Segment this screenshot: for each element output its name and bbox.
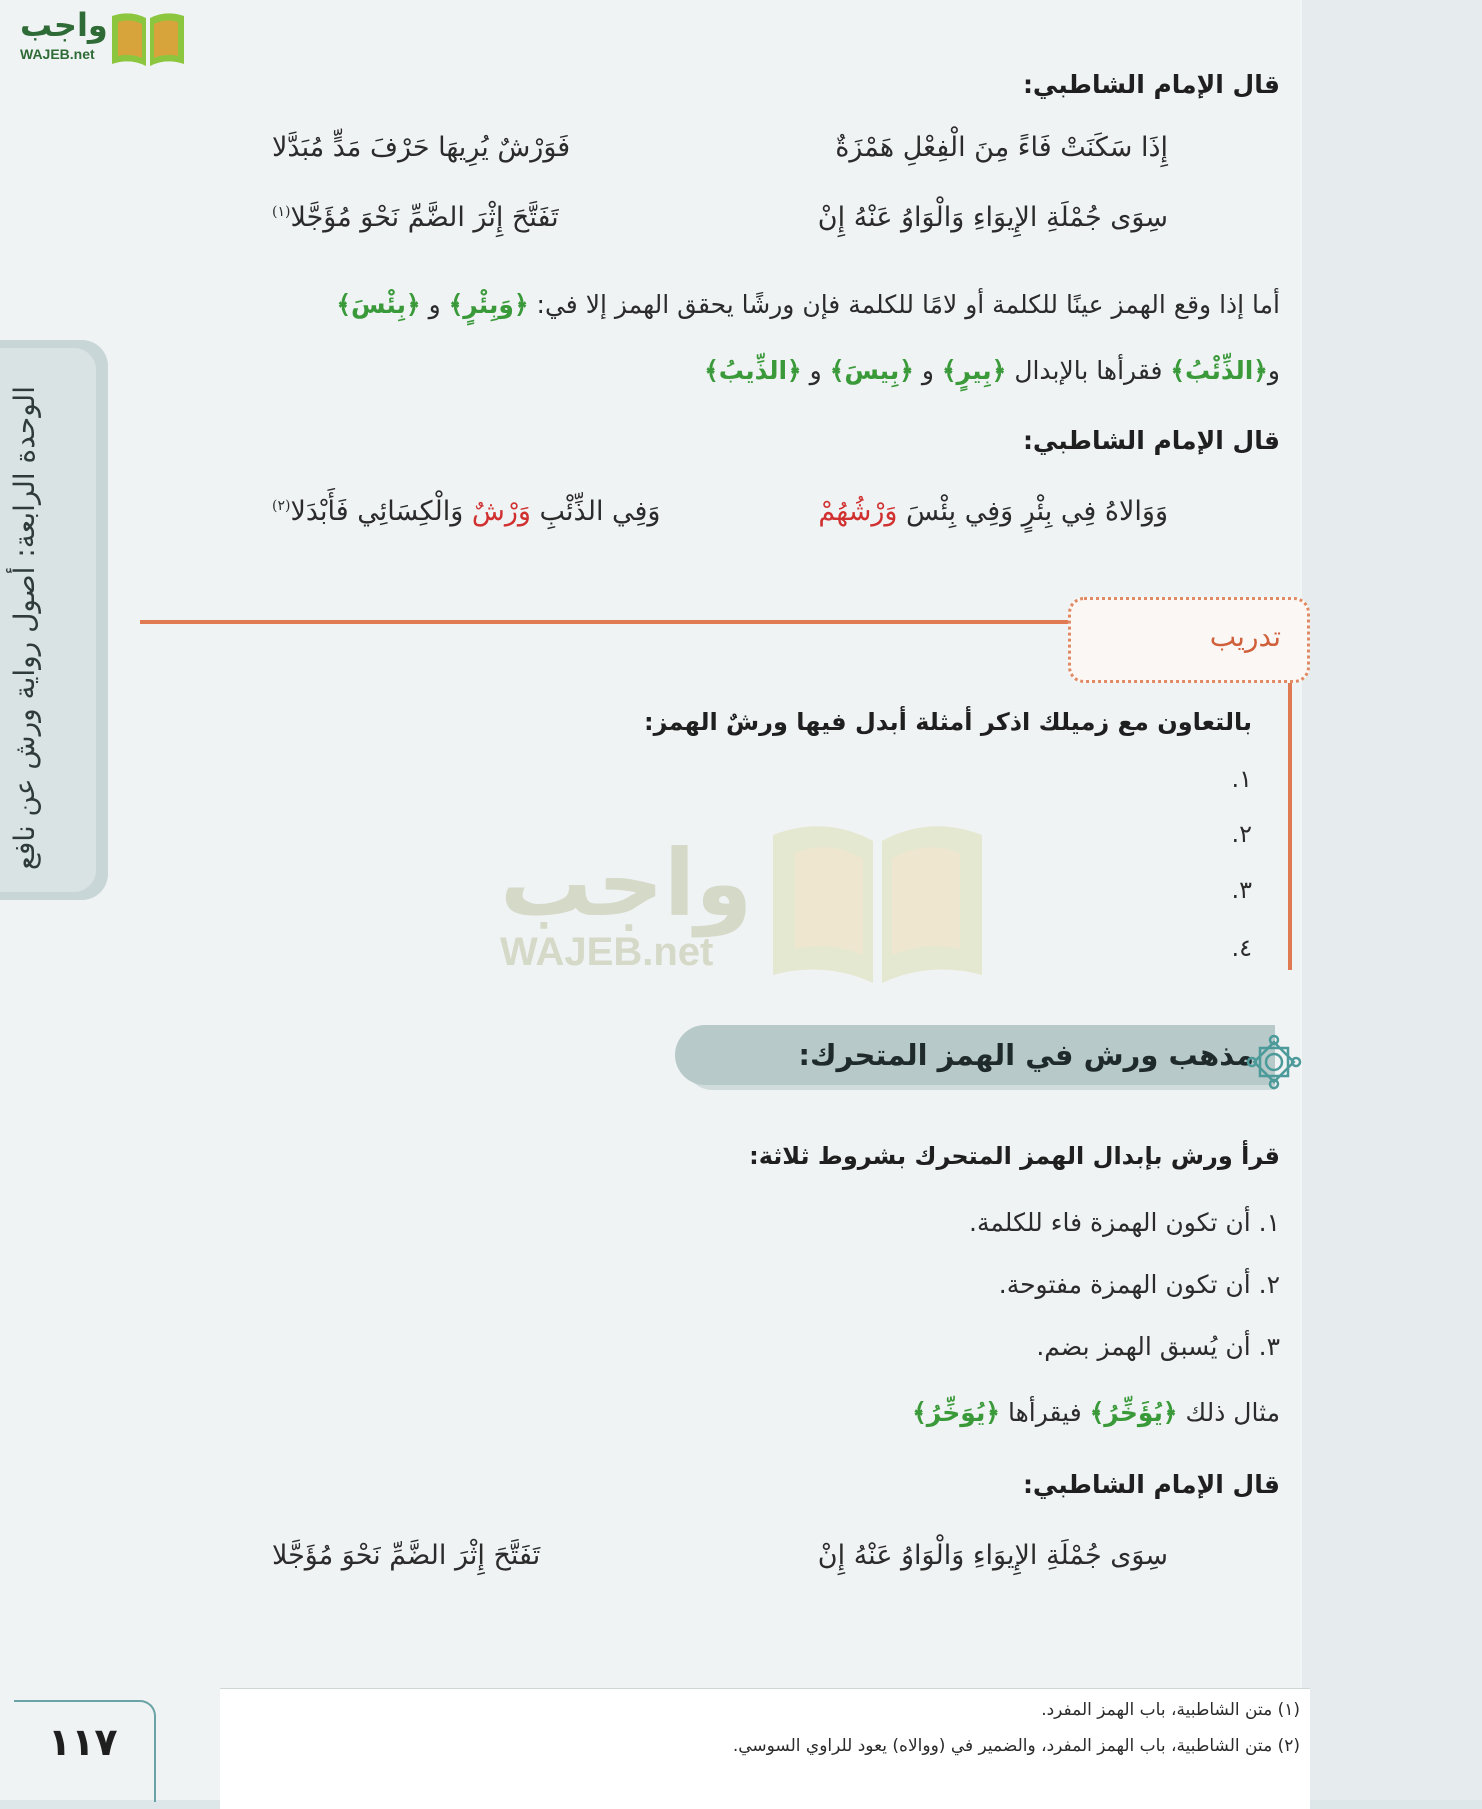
verse-1-right: إِذَا سَكَنَتْ فَاءً مِنَ الْفِعْلِ هَمْزَةٌ xyxy=(835,132,1168,163)
unit-title: الوحدة الرابعة: أصول رواية ورش عن نافع xyxy=(8,386,41,870)
verse-3-left-b: وَالْكِسَائِي فَأَبْدَلا xyxy=(290,496,464,527)
verse-3-right xyxy=(818,496,1168,527)
verse-2-right: سِوَى جُمْلَةِ الإِيوَاءِ وَالْوَاوُ عَنْهُ إِنْ xyxy=(817,202,1168,233)
training-prompt: بالتعاون مع زميلك اذكر أمثلة أبدل فيها ورشٌ الهمز: xyxy=(643,708,1252,736)
quran-word-dhib2: ﴿الذِّيبُ﴾ xyxy=(704,356,802,385)
footnote-1: (١) متن الشاطبية، باب الهمز المفرد. xyxy=(1041,1700,1300,1720)
training-item-4: ٤. xyxy=(1231,934,1252,962)
verse-3-left-red: وَرْشٌ xyxy=(471,496,531,527)
para1-text1: أما إذا وقع الهمز عينًا للكلمة أو لامًا للكلمة فإن ورشًا يحقق الهمز إلا في: xyxy=(536,290,1280,319)
side-tab-inner xyxy=(0,348,96,892)
example-text: مثال ذلك xyxy=(1185,1398,1280,1427)
verse-4-left: تَفَتَّحَ إِثْرَ الضَّمِّ نَحْوَ مُؤَجَّلا xyxy=(272,1540,541,1571)
para1-text2: فقرأها بالإبدال xyxy=(1014,356,1163,385)
verse-2-left xyxy=(272,202,559,233)
verse-3-right-red: وَرْشُهُمْ xyxy=(818,496,898,527)
quran-word-dhib: ﴿الذِّئْبُ﴾ xyxy=(1170,356,1268,385)
condition-2: ٢. أن تكون الهمزة مفتوحة. xyxy=(998,1270,1280,1299)
quran-word-bis: ﴿بِيسَ﴾ xyxy=(829,356,914,385)
rosette-icon xyxy=(1246,1034,1302,1090)
outer-margin xyxy=(1300,0,1482,1800)
para1-line1 xyxy=(336,290,1280,319)
footnote-ref-1[interactable]: (١) xyxy=(272,204,291,220)
verse-3-left xyxy=(272,496,660,527)
training-tag xyxy=(1068,597,1310,683)
section-title: مذهب ورش في الهمز المتحرك: xyxy=(798,1038,1254,1072)
training-tag-label: تدريب xyxy=(1209,620,1281,653)
watermark-word: واجب xyxy=(500,830,753,937)
quran-word-yuwakhir: ﴿يُوَخِّرُ﴾ xyxy=(912,1398,1001,1427)
training-item-3: ٣. xyxy=(1231,876,1252,904)
example-mid: فيقرأها xyxy=(1007,1398,1082,1427)
verse-2-left-text: تَفَتَّحَ إِثْرَ الضَّمِّ نَحْوَ مُؤَجَّلا xyxy=(290,202,559,233)
and-3: و xyxy=(921,356,934,385)
verse-1-left: فَوَرْشٌ يُرِيهَا حَرْفَ مَدٍّ مُبَدَّلا xyxy=(272,132,571,163)
logo-sub: WAJEB.net xyxy=(20,46,95,62)
and-2: و xyxy=(1267,356,1280,385)
training-side-rule xyxy=(1288,670,1292,970)
quran-word-bisa: ﴿بِئْسَ﴾ xyxy=(336,290,421,319)
quran-word-bir: ﴿بِيرٍ﴾ xyxy=(941,356,1007,385)
page-number-box xyxy=(14,1700,156,1802)
shatibi-heading-3: قال الإمام الشاطبي: xyxy=(1022,1470,1280,1499)
book-icon xyxy=(108,8,188,68)
shatibi-heading-2: قال الإمام الشاطبي: xyxy=(1022,426,1280,455)
watermark-book-icon xyxy=(765,815,990,985)
and-4: و xyxy=(809,356,822,385)
wajeb-logo[interactable] xyxy=(8,6,188,70)
page-number: ١١٧ xyxy=(48,1720,118,1764)
and-1: و xyxy=(428,290,441,319)
condition-3: ٣. أن يُسبق الهمز بضم. xyxy=(1036,1332,1280,1361)
verse-3-right-text: وَوَالاهُ فِي بِئْرٍ وَفِي بِئْسَ xyxy=(906,496,1168,527)
unit-side-tab xyxy=(0,340,108,900)
quran-word-wabir: ﴿وَبِئْرٍ﴾ xyxy=(448,290,529,319)
verse-4-right: سِوَى جُمْلَةِ الإِيوَاءِ وَالْوَاوُ عَنْهُ إِنْ xyxy=(817,1540,1168,1571)
shatibi-heading-1: قال الإمام الشاطبي: xyxy=(1022,70,1280,99)
verse-3-left-a: وَفِي الذِّئْبِ xyxy=(539,496,661,527)
section-intro: قرأ ورش بإبدال الهمز المتحرك بشروط ثلاثة: xyxy=(749,1142,1280,1170)
watermark-sub: WAJEB.net xyxy=(500,930,714,974)
footnote-ref-2[interactable]: (٢) xyxy=(272,498,291,514)
logo-word: واجب xyxy=(20,6,108,44)
quran-word-yuakhir: ﴿يُؤَخِّرُ﴾ xyxy=(1089,1398,1178,1427)
training-item-2: ٢. xyxy=(1231,820,1252,848)
para1-line2 xyxy=(704,356,1280,385)
footnote-2: (٢) متن الشاطبية، باب الهمز المفرد، والضمير في (ووالاه) يعود للراوي السوسي. xyxy=(732,1736,1300,1756)
condition-1: ١. أن تكون الهمزة فاء للكلمة. xyxy=(969,1208,1280,1237)
example-line xyxy=(912,1398,1280,1427)
training-item-1: ١. xyxy=(1231,765,1252,793)
